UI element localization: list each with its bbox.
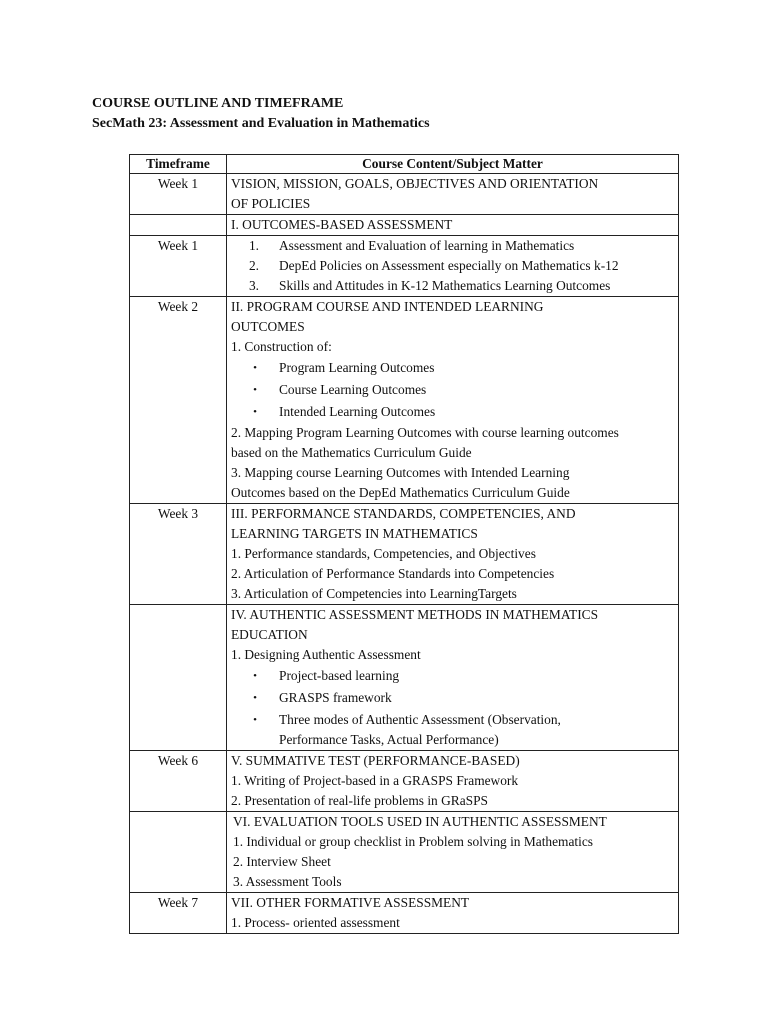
content-line: 1. Process- oriented assessment — [231, 915, 400, 930]
content-line: OUTCOMES — [231, 319, 305, 334]
content-subheading: 1. Construction of: — [231, 339, 332, 354]
item-text: DepEd Policies on Assessment especially on Mathematics k-12 — [279, 258, 619, 273]
content-line: VII. OTHER FORMATIVE ASSESSMENT — [231, 895, 470, 910]
bullet-text: Intended Learning Outcomes — [279, 404, 436, 419]
timeframe-cell — [130, 812, 227, 893]
content-cell — [227, 893, 679, 934]
bullet-text-multiline — [279, 709, 561, 750]
timeframe-cell: Week 6 — [130, 751, 227, 812]
bullet-item — [231, 379, 674, 401]
content-line: I. OUTCOMES-BASED ASSESSMENT — [231, 217, 453, 232]
content-line: LEARNING TARGETS IN MATHEMATICS — [231, 526, 478, 541]
bullet-icon: • — [253, 362, 257, 374]
numbered-item — [231, 276, 674, 296]
timeframe-cell: Week 1 — [130, 236, 227, 297]
timeframe-cell: Week 1 — [130, 174, 227, 215]
bullet-text: Project-based learning — [279, 668, 400, 683]
timeframe-cell — [130, 605, 227, 751]
content-line: V. SUMMATIVE TEST (PERFORMANCE-BASED) — [231, 753, 520, 768]
content-line: VI. EVALUATION TOOLS USED IN AUTHENTIC ASSESSMENT — [233, 814, 607, 829]
header-timeframe: Timeframe — [130, 155, 227, 174]
numbered-item — [231, 256, 674, 276]
item-number: 3. — [248, 278, 259, 293]
bullet-item — [231, 687, 674, 709]
content-cell — [227, 504, 679, 605]
content-line: 1. Writing of Project-based in a GRASPS Framework — [231, 773, 519, 788]
bullet-text-line: Performance Tasks, Actual Performance) — [279, 732, 499, 747]
content-subheading: 1. Designing Authentic Assessment — [231, 647, 421, 662]
content-line: 1. Performance standards, Competencies, and Objectives — [231, 546, 536, 561]
content-line: 3. Articulation of Competencies into LearningTargets — [231, 586, 517, 601]
content-line: 2. Mapping Program Learning Outcomes with course learning outcomes — [231, 425, 619, 440]
bullet-icon: • — [253, 670, 257, 682]
item-text: Skills and Attitudes in K-12 Mathematics Learning Outcomes — [279, 278, 611, 293]
bullet-item — [231, 401, 674, 423]
timeframe-cell — [130, 215, 227, 236]
content-cell — [227, 751, 679, 812]
content-cell — [227, 236, 679, 297]
content-cell — [227, 812, 679, 893]
bullet-icon: • — [253, 692, 257, 704]
content-cell — [227, 174, 679, 215]
content-line: 2. Articulation of Performance Standards into Competencies — [231, 566, 555, 581]
table-row — [130, 812, 679, 893]
header-course-content: Course Content/Subject Matter — [227, 155, 679, 174]
table-row — [130, 504, 679, 605]
content-line: EDUCATION — [231, 627, 308, 642]
bullet-text: GRASPS framework — [279, 690, 392, 705]
bullet-item — [231, 357, 674, 379]
content-line: 3. Mapping course Learning Outcomes with Intended Learning — [231, 465, 570, 480]
timeframe-cell: Week 7 — [130, 893, 227, 934]
content-cell — [227, 215, 679, 236]
document-title: COURSE OUTLINE AND TIMEFRAME — [92, 96, 344, 111]
bullet-item — [231, 709, 674, 750]
table-row — [130, 236, 679, 297]
timeframe-cell: Week 3 — [130, 504, 227, 605]
content-line: 1. Individual or group checklist in Problem solving in Mathematics — [233, 834, 594, 849]
content-line: IV. AUTHENTIC ASSESSMENT METHODS IN MATHEMATICS — [231, 607, 599, 622]
content-line: III. PERFORMANCE STANDARDS, COMPETENCIES, AND — [231, 506, 576, 521]
item-text: Assessment and Evaluation of learning in Mathematics — [279, 238, 575, 253]
table-row — [130, 751, 679, 812]
table-header-row — [130, 155, 679, 174]
table-row — [130, 215, 679, 236]
content-cell — [227, 605, 679, 751]
content-line: based on the Mathematics Curriculum Guide — [231, 445, 472, 460]
item-number: 1. — [248, 238, 259, 253]
table-row — [130, 605, 679, 751]
table-row — [130, 297, 679, 504]
numbered-item — [231, 236, 674, 256]
bullet-item — [231, 665, 674, 687]
bullet-text: Course Learning Outcomes — [279, 382, 427, 397]
bullet-text: Program Learning Outcomes — [279, 360, 435, 375]
content-line: OF POLICIES — [231, 196, 311, 211]
bullet-text-line: Three modes of Authentic Assessment (Observation, — [279, 712, 561, 727]
bullet-icon: • — [253, 714, 257, 726]
document-heading — [92, 94, 430, 134]
bullet-icon: • — [253, 406, 257, 418]
item-number: 2. — [248, 258, 259, 273]
content-line: 3. Assessment Tools — [233, 874, 342, 889]
content-line: VISION, MISSION, GOALS, OBJECTIVES AND ORIENTATION — [231, 176, 599, 191]
bullet-icon: • — [253, 384, 257, 396]
table-row — [130, 893, 679, 934]
table-row — [130, 174, 679, 215]
content-cell — [227, 297, 679, 504]
content-line: II. PROGRAM COURSE AND INTENDED LEARNING — [231, 299, 544, 314]
content-line: 2. Presentation of real-life problems in GRaSPS — [231, 793, 488, 808]
content-line: 2. Interview Sheet — [233, 854, 331, 869]
timeframe-cell: Week 2 — [130, 297, 227, 504]
course-outline-table — [129, 154, 679, 934]
content-line: Outcomes based on the DepEd Mathematics Curriculum Guide — [231, 485, 570, 500]
document-subtitle: SecMath 23: Assessment and Evaluation in Mathematics — [92, 116, 430, 131]
